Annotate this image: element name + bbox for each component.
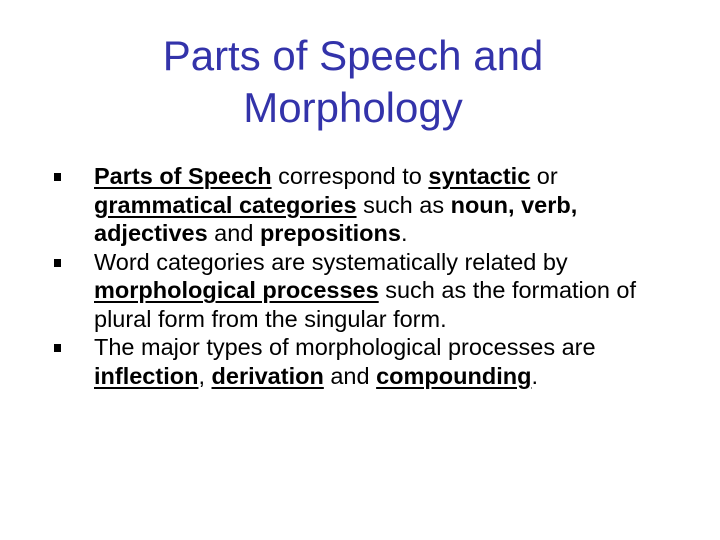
bullet-segment: noun, verb, adjectives [94,191,578,246]
bullet-segment: or [530,163,558,189]
bullet-list [54,162,694,390]
bullet-segment: The major types of morphological processes are [94,334,596,360]
bullet-segment: correspond to [271,163,429,189]
bullet-segment: morphological processes [94,277,379,303]
bullet-text [94,334,596,389]
square-bullet-icon [54,173,61,181]
slide-title-line-1: Parts of Speech and [162,32,544,79]
bullet-segment: prepositions [259,220,401,246]
slide-title-line-2: Morphology [243,84,463,131]
bullet-segment: grammatical categories [94,191,357,218]
bullet-segment: and [207,220,260,246]
bullet-text [94,163,577,246]
slide-title [0,30,706,134]
bullet-segment: Parts of Speech [94,163,272,189]
square-bullet-icon [54,344,61,352]
square-bullet-icon [54,259,61,267]
bullet-segment: compounding [376,362,532,389]
bullet-segment: such as the formation of plural form from the singular form. [94,277,637,332]
bullet-segment: inflection [94,362,199,389]
bullet-segment: . [531,362,538,389]
bullet-segment: . [400,220,408,246]
bullet-item [54,333,694,390]
bullet-item [54,162,694,248]
bullet-segment: syntactic [428,163,531,189]
bullet-segment: and [323,362,377,389]
bullet-segment: , [198,362,212,389]
bullet-segment: Word categories are systematically related by [94,248,568,275]
bullet-item [54,248,694,334]
bullet-segment: such as [356,191,451,218]
bullet-segment: derivation [211,362,324,389]
bullet-text [94,249,636,332]
